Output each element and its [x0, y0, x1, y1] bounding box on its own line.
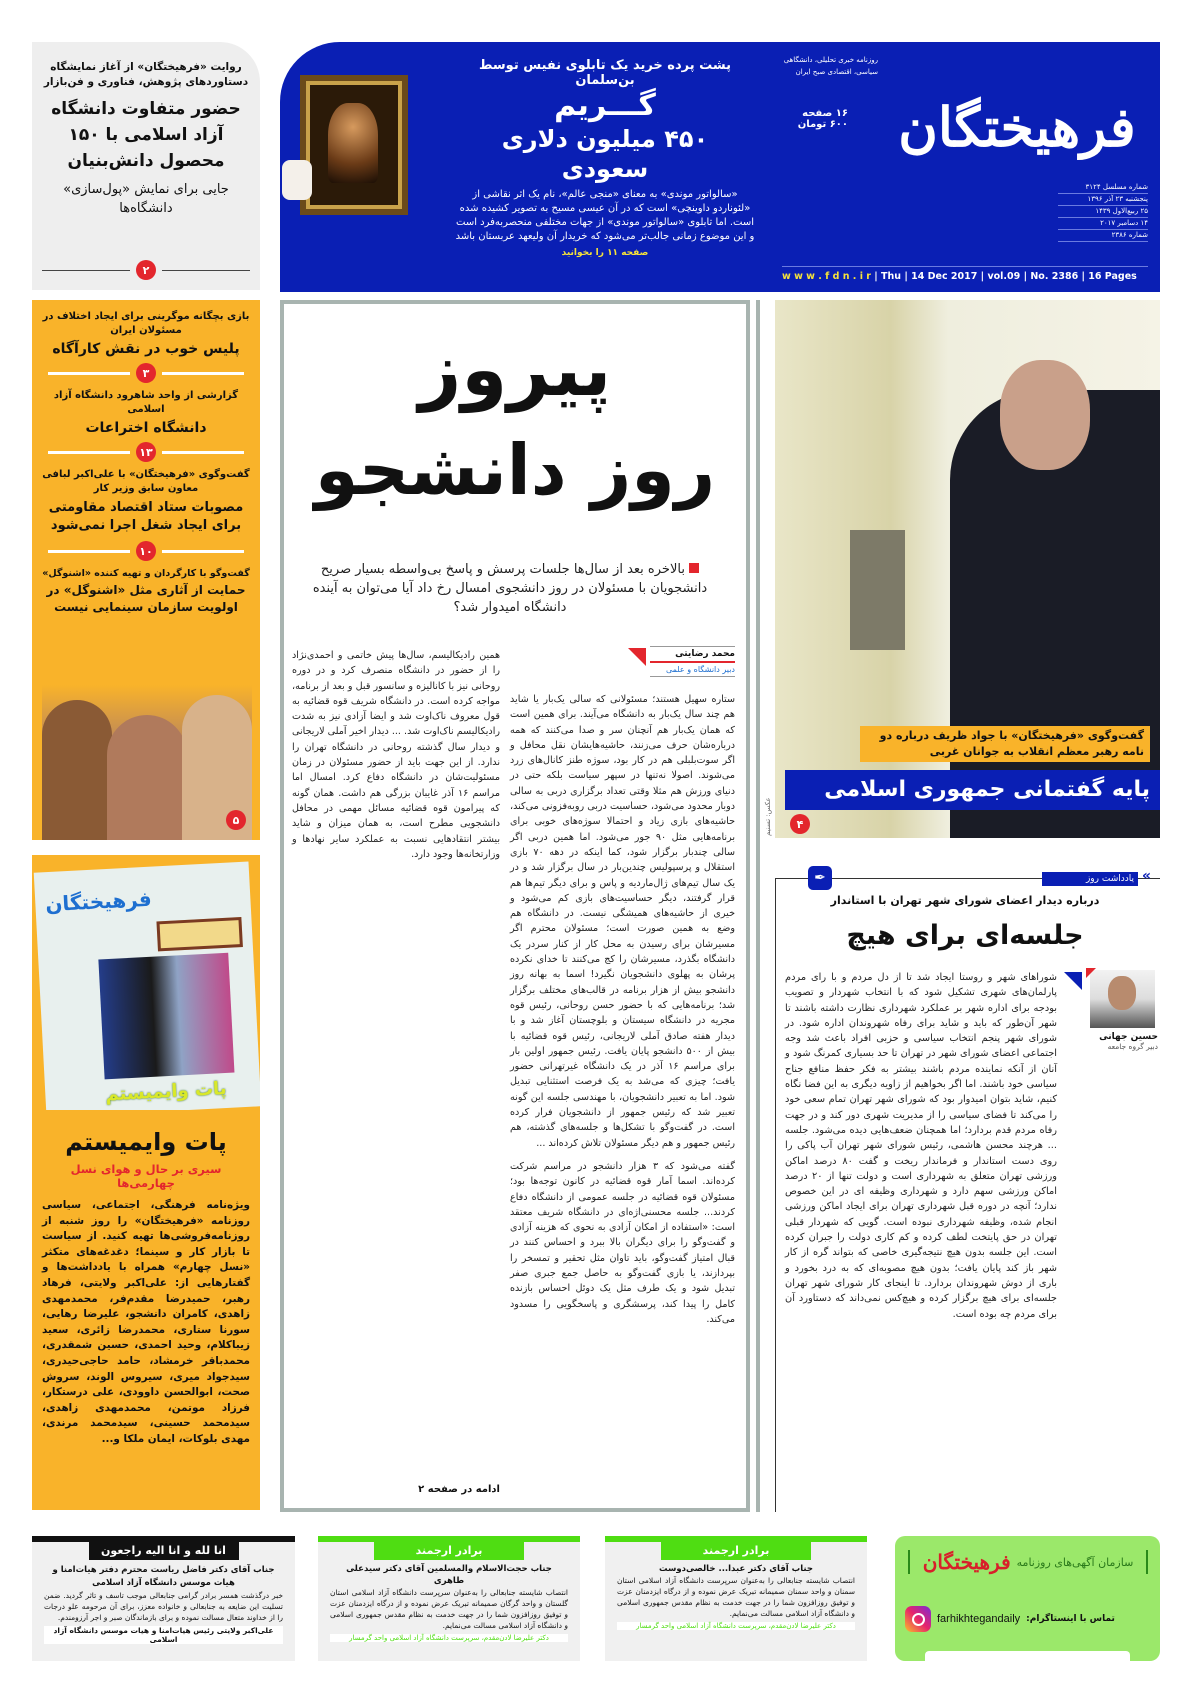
page-ref[interactable]: ۱۳ — [136, 442, 156, 462]
congrats-ad-1 — [318, 1536, 580, 1661]
congrats-ad-2 — [605, 1536, 867, 1661]
left-item-kicker: گزارشی از واحد شاهرود دانشگاه آزاد اسلامی — [53, 390, 239, 415]
meta-date-fa: پنجشنبه ۲۳ آذر ۱۳۹۶ — [1058, 194, 1148, 206]
photo-credit: عکس: تسنیم — [764, 797, 772, 836]
ad-body: خبر درگذشت همسر برادر گرامی جنابعالی موجب تاسف و تاثر گردید. ضمن تسلیت این ضایعه به جنابعالی و خانواده معزز، برای آن مرحومه علو درجات را از خداوند متعال مسالت نموده و برای بازماندگان صبر و اجر آرزومندم. — [44, 1591, 283, 1622]
page-ref[interactable]: ۴ — [790, 814, 810, 834]
condolence-ad — [32, 1536, 295, 1661]
masthead-tagline — [778, 54, 878, 78]
editorial-author — [1088, 1032, 1158, 1051]
banner-kicker: پشت پرده خرید یک تابلوی نفیس توسط بن‌سلمان — [478, 58, 732, 88]
author-box — [650, 646, 735, 677]
left-item[interactable] — [38, 567, 254, 616]
red-corner-icon — [628, 648, 646, 666]
page-count: ۱۶ صفحه — [802, 108, 848, 119]
instagram-row[interactable] — [905, 1606, 1115, 1632]
masthead — [770, 42, 1160, 292]
banner-story — [455, 58, 755, 258]
banner-title-2: ۴۵۰ میلیون دلاری سعودی — [501, 125, 709, 183]
ad-office-label: سازمان آگهی‌های روزنامه — [1016, 1555, 1134, 1569]
ad-office-logo: فرهیختگان — [922, 1550, 1011, 1574]
film-actors-photo — [42, 685, 252, 840]
supplement-cover — [32, 855, 260, 1110]
banner-title-1: گـــریم — [554, 88, 656, 123]
editorial-author-name: حسین جهانی — [1099, 1032, 1158, 1042]
instagram-label: تماس با اینستاگرام: — [1026, 1614, 1115, 1624]
masthead-dateline — [782, 266, 1148, 282]
main-story-lead — [300, 560, 720, 617]
instagram-icon — [905, 1606, 931, 1632]
editorial-body: شوراهای شهر و روستا ایجاد شد تا از دل مردم و با رای مردم پارلمان‌های شهری تشکیل شود که با انتخاب شهردار و تصویب بودجه برای اداره شهر بر عملکرد شهرداری نظارت داشته باشند تا شهر آن‌طور که باید و شاید برای رفاه شهروندان اداره شود. در شورای شهر پنجم انتخاب سیاسی و حزبی افراد باعث شد وجه اجتماعی اعضای شورای شهر در تهران تا حد بسیاری کمرنگ شود و آنان از آنکه نماینده مردم باشند بیشتر به فکر حفظ منافع جناح سیاسی خود باشند. اما اگر بخواهیم از زاویه دیگری به این فضا نگاه کنیم، شاید بتوان امیدوار بود که شورای شهر تهران تمام سعی خود را می‌کند تا فضای سیاسی را از مدیریت شهری دور کند و در جهت رفاه مردم قدم بردارد؛ اما همچنان ضعف‌هایی دیده می‌شود. جلسه ... هرچند محسن هاشمی، رئیس شورای شهر تهران آب پاکی را روی دست استاندار و فرماندار ریخت و گفت ۸۰ درصد اماکن ورزشی تهران متعلق به شهرداری است و دولت تنها از ۲۰ درصد اماکن ورزشی سهم دارد و شهرداری وظیفه ای در این خصوص ندارد؛ آنچه در دوره قبل شهرداری تهران برای ایجاد اماکن ورزشی انجام شده، وظیفه شهرداری نبوده است. گویی که شهردار قبلی تهران در حق پایتخت لطف کرده و کم کاری دولت را جبران کرده است. این جلسه بدون هیچ نتیجه‌گیری خاصی که بتواند گره از کار شهر باز کند پایان یافت؛ بدون هیچ مصوبه‌ای که به درد بخورد و باری از دوش شهروندان بردارد. تا اینجای کار شورای شهر تهران جلسه‌ای برای هیچ برگزار کرده و هیچ‌کس نمی‌داند که دستاورد آن برای مردم چه بوده است. — [785, 972, 1058, 1320]
ad-body: انتصاب شایسته جنابعالی را به‌عنوان سرپرست دانشگاه آزاد اسلامی استان گلستان و واحد گرگان صمیمانه تبریک عرض نموده و از درگاه ایزدمنان عزت و توفیق روزافزون شما را در جهت خدمت به نظام مقدس جمهوری اسلامی و دانشگاه آزاد اسلامی مسالت می‌نمایم. — [330, 1588, 568, 1630]
meta-issue: شماره ۲۳۸۶ — [1058, 230, 1148, 242]
ad-header: برادر ارجمند — [661, 1542, 811, 1560]
author-role: دبیر دانشگاه و علمی — [665, 665, 735, 674]
zarif-kicker-text: گفت‌وگوی «فرهیختگان» با جواد ظریف درباره دو نامه رهبر معظم انقلاب به جوانان غربی — [879, 729, 1144, 758]
website-link[interactable]: w w w . f d n . i r — [782, 271, 871, 282]
left-item-kicker: بازی بچگانه موگرینی برای ایجاد اختلاف در مسئولان ایران — [42, 311, 250, 336]
page-ref[interactable]: ۳ — [136, 363, 156, 383]
main-title-line-1: پیروز — [418, 327, 612, 413]
ad-office-heading — [908, 1550, 1148, 1574]
main-col-right: ستاره سهیل هستند؛ مسئولانی که سالی یک‌بار یا شاید هم چند سال یک‌بار به دانشگاه می‌آیند. برای همین است که همان یک‌بار هم آنچنان سر و صدا می‌کنند که همه درباره‌شان حرف می‌زنند، حاشیه‌هایشان نقل محافل و اگر سوت‌بلبلی هم در کار بود، سوژه طنز کانال‌های زرد می‌شوند. اصولا نه‌تنها در سپهر سیاست بلکه حتی در دنیای ورزش هم مثلا وقتی تعداد برگزاری دربی به سالی دوبار محدود می‌شود، حساسیت دربی روبه‌فزونی می‌کند، حاشیه‌های بازی زیاد و احتمالا سوژه‌های خوبی برای برنامه‌هایی مثل ۹۰ جور می‌شود. اما همین دربی اگر سالی چندبار برگزار شود، کما اینکه در دهه ۷۰ بازی استقلال و پرسپولیس چندین‌بار در سال برگزار شد و در یک سال تیم‌های ژال‌ماردیه و پاس و برای دیگر تیم‌ها هم قرار گرفتند، دیگر حساسیت‌های بازی کم می‌شود و خیری از حاشیه‌های همیشگی نیست. در دانشگاه هم وضع به همین صورت است؛ مسئولان محترم اگر مسیرشان برای رسیدن به محل کار از کنار سردر یک دانشگاه بگذرد، مسیرشان را کج می‌کنند تا خدای نکرده پرشان به پهلوی دانشجویان نگیرد! اسما به بهانه روز دانشجو بیش از هزار برنامه در قالب‌های مختلف برگزار شد؛ برنامه‌هایی که با حضور حسن روحانی، رئیس قوه مجریه در دانشگاه سیستان و بلوچستان آغاز شد و با دیدار هفته صادق آملی لاریجانی، رئیس قوه قضائیه با بیش از ۵۰۰ دانشجو پایان یافت. رئیس جمهور اولین بار برای مراسم ۱۶ آذر در یک دانشگاه غیرتهرانی حضور یافت؛ چیزی که می‌شد به یک فرصت استثنایی تبدیل شود. اما به تعبیر دانشجویان، با مهندسی جلسه این گونه تعبیر شد که رئیس جمهور از دانشجویان فرار کرده است. در گفت‌وگو با تشکل‌ها و جلسه‌های گذشته، هم رئیس جمهور و هم دیگر مسئولان تلاش کرده‌اند ... — [510, 694, 735, 1149]
ad-title: جناب آقای دکتر عبدا... خالصی‌دوست — [659, 1564, 813, 1574]
main-story-title — [290, 320, 740, 520]
salvator-mundi-painting — [300, 75, 408, 215]
continue-link[interactable]: ادامه در صفحه ۲ — [418, 1484, 500, 1495]
divider — [756, 300, 760, 1512]
lead-text: بالاخره بعد از سال‌ها جلسات پرسش و پاسخ بی‌واسطه بسیار صریح دانشجویان با مسئولان در روز دانشجوی امسال رخ داد آیا می‌توان به آینده دانشگاه امیدوار شد؟ — [312, 562, 708, 615]
ad-title: جناب آقای دکتر فاضل ریاست محترم دفتر هیات‌امنا و هیات موسس دانشگاه آزاد اسلامی — [52, 1565, 275, 1588]
left-top-title: حضور متفاوت دانشگاه آزاد اسلامی با ۱۵۰ محصول دانش‌بنیان — [51, 99, 241, 171]
left-item-title: حمایت از آثاری مثل «اشنوگل» در اولویت سازمان سینمایی نیست — [46, 583, 246, 614]
left-item[interactable] — [38, 310, 254, 383]
left-top-sub: جایی برای نمایش «پول‌سازی» دانشگاه‌ها — [63, 182, 229, 216]
masthead-price — [778, 108, 848, 130]
supplement-body: ویژه‌نامه فرهنگی، اجتماعی، سیاسی روزنامه «فرهیختگان» را روز شنبه از روزنامه‌فروشی‌ها تهیه کنید. از سیاست تا بازار کار و سینما؛ دغدغه‌های متکثر «نسل چهارم» همراه با یادداشت‌ها و گفتارهایی از: علی‌اکبر ولایتی، فرهاد رهبر، حمیدرضا مقدم‌فر، محمدمهدی زاهدی، کامران دانشجو، علیرضا رهایی، سورنا ستاری، محمدرضا زائری، سعید زیباکلام، وحید احمدی، حسین شمقدری، محمدباقر خرمشاد، حامد حاجی‌حیدری، سیدجواد میری، سیروس الوند، سروش صحت، ابوالحسن داوودی، علی درستکار، فرزاد موتمن، محمدمهدی زاهدی، سیدمحمد حسینی، سیدمحمد مرندی، مهدی بلوکات، ایمان ملکا و... — [42, 1199, 250, 1445]
editorial-author-role: دبیر گروه جامعه — [1107, 1042, 1158, 1051]
meta-date-hijri: ۲۵ ربیع‌الاول ۱۴۳۹ — [1058, 206, 1148, 218]
ad-title: جناب حجت‌الاسلام والمسلمین آقای دکتر سیدعلی طاهری — [346, 1564, 552, 1586]
left-item[interactable] — [38, 468, 254, 561]
page-ref[interactable]: ۵ — [226, 810, 246, 830]
supplement-box — [32, 1110, 260, 1510]
left-item-title: مصوبات ستاد اقتصاد مقاومتی برای ایجاد شغل اجرا نمی‌شود — [48, 500, 244, 533]
zarif-title: پایه گفتمانی جمهوری اسلامی — [785, 770, 1160, 810]
dateline: | Thu | 14 Dec 2017 | vol.09 | No. 2386 | 16 Pages — [874, 271, 1137, 282]
left-item-kicker: گفت‌وگوی «فرهیختگان» با علی‌اکبر لبافی معاون سابق وزیر کار — [42, 469, 250, 494]
red-square-icon — [689, 563, 699, 573]
ad-body: انتصاب شایسته جنابعالی را به‌عنوان سرپرست دانشگاه آزاد اسلامی استان سمنان و واحد سمنان صمیمانه تبریک عرض نموده و از درگاه ایزدمنان عزت و توفیق روزافزون شما را در جهت خدمت به نظام مقدس جمهوری اسلامی و دانشگاه آزاد اسلامی مسالت می‌نمایم. — [617, 1576, 855, 1618]
masthead-meta — [1058, 182, 1148, 242]
meta-date-en: ۱۴ دسامبر ۲۰۱۷ — [1058, 218, 1148, 230]
editorial-title: جلسه‌ای برای هیچ — [846, 920, 1084, 951]
banner-body: «سالواتور موندی» به معنای «منجی عالم»، نام یک اثر نقاشی از «لئوناردو داوینچی» است که در آن عیسی مسیح به تصویر کشیده شده است. اما تابلوی «سالواتور موندی» از جهات مختلفی منحصربه‌فرد است و این موضوع زمانی جالب‌تر می‌شود که خریدار آن ولیعهد عربستان باشد — [455, 189, 755, 242]
meta-serial: شماره مسلسل ۳۱۲۴ — [1058, 182, 1148, 194]
page-ref[interactable]: ۲ — [136, 260, 156, 280]
tagline-1: روزنامه خبری تحلیلی، دانشگاهی — [783, 56, 878, 64]
cover-title: پات وایمیستم — [104, 1078, 228, 1106]
left-item-title: پلیس خوب در نقش کارآگاه — [52, 341, 240, 357]
left-item[interactable] — [38, 389, 254, 462]
author-photo — [1090, 970, 1155, 1028]
left-item-title: دانشگاه اختراعات — [85, 420, 207, 436]
ad-signature: دکتر علیرضا لادن‌مقدم، سرپرست دانشگاه آزاد اسلامی واحد گرمسار — [330, 1634, 568, 1642]
cover-logo: فرهیختگان — [44, 886, 153, 917]
ad-signature: دکتر علیرضا لادن‌مقدم، سرپرست دانشگاه آزاد اسلامی واحد گرمسار — [617, 1622, 855, 1630]
blue-corner-icon — [1064, 972, 1082, 990]
zarif-kicker — [860, 726, 1150, 762]
ad-header: انا لله و انا الیه راجعون — [89, 1542, 239, 1560]
masthead-logo: فرهیختگان — [898, 95, 1136, 159]
supplement-subtitle: سیری بر حال و هوای نسل چهارمی‌ها — [70, 1162, 222, 1190]
main-col-left: همین رادیکالیسم، سال‌ها پیش خاتمی و احمدی‌نژاد را از حضور در دانشگاه منصرف کرد و در دوره روحانی نیز با کانالیزه و سانسور قبل و بعد از برنامه، مواجه کرده است. در دانشگاه شریف قوه قضائیه به قول معروف ناک‌اوت شد و ایضا آزادی نیز به شدت رادیکالیسم ناک‌اوت شد. ... دیدار اخیر آملی لاریجانی و دیدار سال گذشته روحانی در دانشگاه تهران را ندارد. از این جهت باید از حضور مسئولان در زمان مسئولیت‌شان در دانشگاه دفاع کرد. امسال اما مراسم ۱۶ آذر غایبان بزرگی هم داشت. همان گونه که پیرامون قوه قضائیه مسائل مهمی در محافل دانشجویی مطرح است، به همان میزان و شاید بیشتر انتقادهایی نسبت به عملکرد سایر نهادها و وزارتخانه‌ها وجود دارد. — [292, 650, 500, 860]
editorial-section-label: یادداشت روز — [1042, 872, 1138, 886]
left-item-kicker: گفت‌وگو با کارگردان و تهیه کننده «اشنوگل» — [42, 568, 250, 579]
ad-signature: علی‌اکبر ولایتی رئیس هیات‌امنا و هیات موسس دانشگاه آزاد اسلامی — [44, 1626, 283, 1644]
main-title-line-2: روز دانشجو — [314, 429, 716, 511]
author-name: محمد رضایتی — [650, 649, 735, 663]
banner-more-link[interactable]: صفحه ۱۱ را بخوانید — [561, 248, 649, 258]
white-glove-hands — [282, 160, 312, 200]
editorial-kicker: درباره دیدار اعضای شورای شهر تهران با استاندار — [830, 894, 1100, 907]
pen-icon: ✒ — [808, 866, 832, 890]
left-top-story — [32, 42, 260, 290]
main-col-mid: گفته می‌شود که ۳ هزار دانشجو در مراسم شرکت کرده‌اند. اسما آمار قوه قضائیه در کانون توجه‌ها بود؛ مسئولان قوه قضائیه در جلسه عمومی از دانشگاه دفاع کردند... جلسه محسنی‌اژه‌ای در دانشگاه شریف معتقد است: «استفاده از امکان آزادی به نحوی که هزینه آزادی و گفت‌وگو را برای دیگران بالا ببرد و احساس کنند در قبال امتیاز گفت‌وگو، باید تاوان مثل تحقیر و تمسخر را بپردازند، یا بازی گفت‌وگو به حاصل جمع جبری صفر تبدیل شود و یک طرف مثل یک دوئل احساس بازنده کامل را پیدا کند، پرسشگری و پاسخگویی را مسدود می‌کند. — [510, 1160, 735, 1325]
price: ۶۰۰ تومان — [797, 119, 848, 130]
left-news-box — [32, 300, 260, 840]
ad-office-box — [895, 1536, 1160, 1661]
main-col-right-stack — [510, 692, 735, 1327]
supplement-title: پات وایمیستم — [65, 1128, 227, 1156]
red-corner-icon — [1086, 968, 1096, 978]
page-ref[interactable]: ۱۰ — [136, 541, 156, 561]
tagline-2: سیاسی، اقتصادی صبح ایران — [795, 68, 878, 76]
chevron-left-icon: « — [1142, 868, 1152, 884]
left-top-kicker: روایت «فرهیختگان» از آغاز نمایشگاه دستاوردهای پژوهش، فناوری و فن‌بازار — [43, 61, 249, 88]
ad-header: برادر ارجمند — [374, 1542, 524, 1560]
instagram-handle[interactable]: farhikhtegandaily — [937, 1613, 1021, 1625]
